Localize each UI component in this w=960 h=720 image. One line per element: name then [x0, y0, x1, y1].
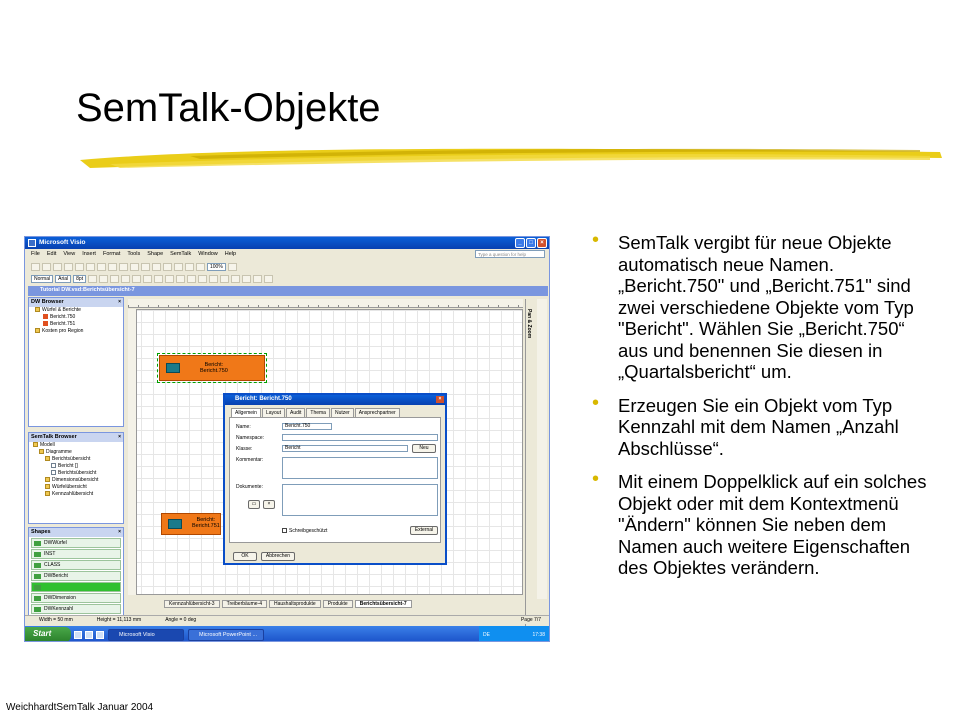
folder-icon — [45, 477, 50, 482]
spelling-icon[interactable] — [86, 263, 95, 271]
format-toolbar — [27, 273, 547, 284]
tree-item[interactable]: Bericht.750 — [29, 314, 123, 321]
close-icon[interactable]: × — [118, 299, 121, 305]
properties-dialog — [223, 393, 447, 565]
class-select[interactable]: Bericht — [282, 445, 408, 452]
semtalk-tool-icon[interactable] — [264, 275, 273, 283]
semtalk-tool-icon[interactable] — [231, 275, 240, 283]
print-icon[interactable] — [64, 263, 73, 271]
menu-tools[interactable]: Tools — [127, 251, 141, 257]
cut-icon[interactable] — [97, 263, 106, 271]
preview-icon[interactable] — [75, 263, 84, 271]
italic-icon[interactable] — [99, 275, 108, 283]
shape-item[interactable]: DWDimension — [31, 593, 121, 603]
cancel-button[interactable]: Abbrechen — [261, 552, 295, 561]
menu-insert[interactable]: Insert — [82, 251, 96, 257]
tree-item[interactable]: Bericht.751 — [29, 321, 123, 328]
visio-screenshot — [24, 236, 550, 642]
tree-item[interactable]: Berichtsübersicht — [29, 456, 123, 463]
tree-item[interactable]: Kosten pro Region — [29, 328, 123, 335]
bullet-text: SemTalk vergibt für neue Objekte automatisch neue Namen. „Bericht.750" und „Bericht.751" sind zwei verschiedene Objekte vom Typ "Bericht". Wählen Sie „Bericht.750“ aus und benennen Sie diesen in „Quartalsbericht“ um. — [618, 232, 914, 382]
tree-item[interactable]: Dimensionsübersicht — [29, 477, 123, 484]
shapes-title: Shapes × — [31, 529, 121, 535]
page-tabs — [128, 599, 523, 608]
report-object-751[interactable] — [161, 513, 221, 535]
font-size-select[interactable]: 8pt — [73, 275, 86, 283]
tab-nutzer[interactable]: Nutzer — [331, 408, 354, 417]
undo-icon[interactable] — [141, 263, 150, 271]
copy-icon[interactable] — [108, 263, 117, 271]
menu-file[interactable]: File — [31, 251, 40, 257]
fill-color-icon[interactable] — [176, 275, 185, 283]
align-left-icon[interactable] — [121, 275, 130, 283]
close-icon[interactable]: × — [436, 396, 444, 403]
tree-item[interactable]: Diagramme — [29, 449, 123, 456]
window-title: Microsoft Visio — [39, 239, 86, 246]
page-tab[interactable]: Treiberbäume-4 — [222, 600, 267, 608]
maximize-icon[interactable]: □ — [526, 238, 536, 248]
folder-icon — [45, 491, 50, 496]
report-shape-icon — [168, 519, 182, 529]
dialog-tabs — [225, 405, 445, 417]
font-select[interactable]: Arial — [55, 275, 71, 283]
tree-item[interactable]: Berichtsübersicht — [29, 470, 123, 477]
connector-icon[interactable] — [174, 263, 183, 271]
shape-item-selected[interactable] — [31, 582, 121, 592]
shape-icon — [34, 596, 41, 601]
status-angle: Angle = 0 deg — [165, 617, 197, 623]
bullet-text: Erzeugen Sie ein Objekt vom Typ Kennzahl mit dem Namen „Anzahl Abschlüsse“. — [618, 394, 899, 459]
shape-item[interactable]: CLASS — [31, 560, 121, 570]
pointer-icon[interactable] — [163, 263, 172, 271]
tree-item[interactable]: Kennzahlübersicht — [29, 491, 123, 498]
comment-textarea[interactable] — [282, 457, 438, 479]
tab-allgemein[interactable]: Allgemein — [231, 408, 261, 417]
line-ends-icon[interactable] — [209, 275, 218, 283]
minimize-icon[interactable]: _ — [515, 238, 525, 248]
line-weight-icon[interactable] — [187, 275, 196, 283]
menu-help[interactable]: Help — [224, 251, 237, 257]
underline-icon[interactable] — [110, 275, 119, 283]
format-painter-icon[interactable] — [130, 263, 139, 271]
font-color-icon[interactable] — [154, 275, 163, 283]
tree-item[interactable]: Bericht [] — [29, 463, 123, 470]
window-titlebar — [25, 237, 549, 249]
windows-taskbar — [25, 626, 549, 642]
shape-item[interactable]: INST — [31, 549, 121, 559]
folder-icon — [39, 449, 44, 454]
folder-icon — [35, 328, 40, 333]
title-underline-brush — [70, 138, 950, 178]
line-color-icon[interactable] — [165, 275, 174, 283]
text-icon[interactable] — [185, 263, 194, 271]
new-button[interactable]: Neu — [412, 444, 436, 453]
pan-zoom-tab[interactable]: Pan & Zoom — [525, 299, 537, 629]
folder-icon — [33, 442, 38, 447]
bullet-icon: • — [592, 229, 600, 251]
page-tab[interactable]: Haushaltsprodukte — [269, 600, 321, 608]
model-browser-title: DW Browser × — [31, 299, 121, 305]
quicklaunch-icon[interactable] — [85, 631, 93, 639]
tree-item[interactable]: Modell — [29, 442, 123, 449]
report-icon — [43, 314, 48, 319]
bullet-item — [592, 229, 932, 383]
start-button[interactable]: Start — [25, 627, 71, 642]
line-icon[interactable] — [196, 263, 205, 271]
bullet-item — [592, 391, 932, 460]
new-icon[interactable] — [31, 263, 40, 271]
namespace-label: Namespace: — [236, 435, 265, 441]
doc-icon — [51, 470, 56, 475]
status-height: Height = 11,113 mm — [96, 617, 142, 623]
document-titlebar: Tutorial DW.vsd:Berichtsübersicht-7 — [28, 286, 548, 296]
status-bar — [25, 615, 549, 624]
doc-icon — [51, 463, 56, 468]
shapes-panel — [28, 527, 124, 617]
new-document-icon[interactable]: ▭ — [248, 500, 260, 509]
folder-icon — [45, 484, 50, 489]
folder-icon — [35, 307, 40, 312]
menu-semtalk[interactable]: SemTalk — [170, 251, 192, 257]
shape-item[interactable]: DWKennzahl — [31, 604, 121, 614]
help-icon[interactable] — [228, 263, 237, 271]
menu-edit[interactable]: Edit — [46, 251, 57, 257]
shape-item[interactable]: DWBericht — [31, 571, 121, 581]
system-tray — [479, 626, 549, 642]
align-right-icon[interactable] — [143, 275, 152, 283]
bullet-text: Mit einem Doppelklick auf ein solches Objekt oder mit dem Kontextmenü "Ändern" können Sie neben dem Namen auch weitere Eigenschaften des Objektes verändern. — [618, 471, 927, 578]
report-object-750[interactable] — [159, 355, 265, 381]
page-tab[interactable]: Produkte — [323, 600, 353, 608]
language-indicator[interactable]: DE — [483, 631, 490, 638]
menu-view[interactable]: View — [63, 251, 76, 257]
page-tab-active[interactable]: Berichtsübersicht-7 — [355, 600, 412, 608]
tab-thema[interactable]: Thema — [306, 408, 330, 417]
close-icon[interactable]: × — [118, 529, 121, 535]
dialog-body — [229, 417, 441, 543]
line-pattern-icon[interactable] — [198, 275, 207, 283]
shape-icon — [34, 574, 41, 579]
vertical-scrollbar[interactable] — [537, 299, 547, 599]
comment-label: Kommentar: — [236, 457, 264, 463]
paste-icon[interactable] — [119, 263, 128, 271]
delete-icon[interactable]: × — [263, 500, 275, 509]
bullet-item — [592, 468, 932, 579]
namespace-select[interactable] — [282, 434, 438, 441]
slide-footer: WeichhardtSemTalk Januar 2004 — [6, 702, 154, 713]
align-center-icon[interactable] — [132, 275, 141, 283]
menu-format[interactable]: Format — [102, 251, 121, 257]
quicklaunch-icon[interactable] — [74, 631, 82, 639]
menu-bar — [25, 249, 549, 260]
object-label: Bericht: Bericht.750 — [200, 362, 228, 374]
folder-icon — [45, 456, 50, 461]
window-controls — [515, 238, 547, 248]
documents-list[interactable] — [282, 484, 438, 516]
shape-item[interactable]: DWWürfel — [31, 538, 121, 548]
semtalk-browser-title: SemTalk Browser × — [31, 434, 121, 440]
bullet-icon: • — [592, 468, 600, 490]
horizontal-ruler — [128, 299, 523, 308]
name-label: Name: — [236, 424, 251, 430]
shape-icon — [34, 585, 41, 590]
menu-shape[interactable]: Shape — [147, 251, 164, 257]
zoom-select[interactable]: 100% — [207, 263, 226, 271]
standard-toolbar — [27, 261, 547, 272]
status-width: Width = 50 mm — [39, 617, 73, 623]
readonly-checkbox[interactable]: Schreibgeschützt — [282, 528, 327, 534]
taskbar-item-visio[interactable]: Microsoft Visio — [108, 629, 184, 641]
page-tab[interactable]: Kennzahlübersicht-3 — [164, 600, 220, 608]
tab-audit[interactable]: Audit — [286, 408, 305, 417]
redo-icon[interactable] — [152, 263, 161, 271]
report-shape-icon — [166, 363, 180, 373]
report-icon — [43, 321, 48, 326]
shape-icon — [34, 541, 41, 546]
visio-app-icon — [28, 239, 36, 247]
semtalk-tool-icon[interactable] — [242, 275, 251, 283]
tab-layout[interactable]: Layout — [262, 408, 285, 417]
status-page: Page 7/7 — [520, 617, 541, 623]
shape-icon — [34, 563, 41, 568]
bullet-icon: • — [592, 391, 600, 414]
save-icon[interactable] — [53, 263, 62, 271]
bold-icon[interactable] — [88, 275, 97, 283]
bullet-list — [592, 229, 932, 591]
close-icon[interactable]: × — [118, 434, 121, 440]
ok-button[interactable]: OK — [233, 552, 257, 561]
shadow-icon[interactable] — [220, 275, 229, 283]
name-input[interactable]: Bericht.750 — [282, 423, 332, 430]
taskbar-item-powerpoint[interactable]: Microsoft PowerPoint ... — [188, 629, 264, 641]
documents-label: Dokumente: — [236, 484, 263, 490]
menu-window[interactable]: Window — [198, 251, 218, 257]
help-search-input[interactable]: Type a question for help — [475, 250, 545, 258]
dialog-titlebar: Bericht: Bericht.750 × — [225, 395, 445, 405]
semtalk-browser-panel — [28, 432, 124, 524]
vertical-ruler — [128, 309, 137, 595]
model-browser-panel — [28, 297, 124, 427]
checkbox-icon — [282, 528, 287, 533]
class-label: Klasse: — [236, 446, 253, 452]
external-button[interactable]: External — [410, 526, 438, 535]
close-icon[interactable]: × — [537, 238, 547, 248]
shape-icon — [34, 607, 41, 612]
slide-title: SemTalk-Objekte — [76, 86, 381, 130]
clock: 17:38 — [532, 631, 545, 638]
quicklaunch-icon[interactable] — [96, 631, 104, 639]
object-label: Bericht: Bericht.751 — [192, 517, 220, 529]
style-select[interactable]: Normal — [31, 275, 53, 283]
shape-icon — [34, 552, 41, 557]
open-icon[interactable] — [42, 263, 51, 271]
tree-item[interactable]: Würfelübersicht — [29, 484, 123, 491]
semtalk-tool-icon[interactable] — [253, 275, 262, 283]
tree-item[interactable]: Würfel & Berichte — [29, 307, 123, 314]
tab-ansprechpartner[interactable]: Ansprechpartner — [355, 408, 400, 417]
